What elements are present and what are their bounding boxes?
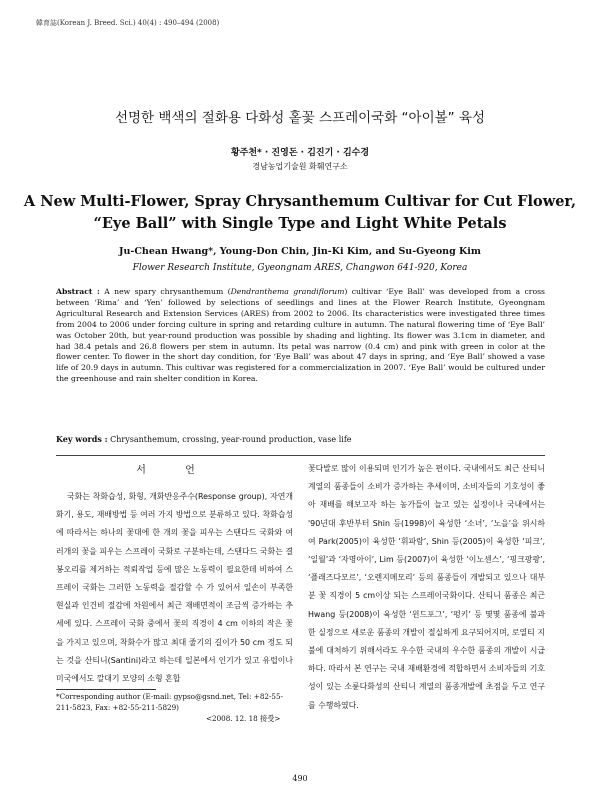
abstract-label: Abstract : [56, 287, 100, 296]
abstract-species-name: Dendranthema grandiflorum [230, 287, 345, 296]
section-heading-introduction: 서 언 [136, 465, 213, 476]
keywords [56, 434, 545, 444]
affiliation-english: Flower Research Institute, Gyeongnam ARES, Changwon 641-920, Korea [132, 263, 468, 273]
authors-english: Ju-Chean Hwang*, Young-Don Chin, Jin-Ki Kim, and Su-Gyeong Kim [119, 246, 481, 257]
body-paragraph-left: 국화는 착화습성, 화형, 개화반응주수(Response group), 자연개화기, 용도, 재배방법 등 여러 가지 방법으로 분류하고 있다. 착화습성에 따라서는 하나의 꽃대에 한 개의 꽃을 피우는 스탠다드 국화와 여러개의 꽃을 피우는 스프레이 국화로 구분하는데, 스탠다드 국화는 결봉오리를 제거하는 적뢰작업 등에 많은 노동력이 필요한데 비하여 스프레이 국화는 그러한 노동력을 절감할 수 가 있어서 일손이 부족한 현실과 인건비 절감에 차원에서 최근 재배면적이 조금씩 증가하는 추세에 있다. 스프레이 국화 중에서 꽃의 직경이 4 cm 이하의 작은 꽃을 가지고 있으며, 착화수가 많고 최대 줄기의 길이가 50 cm 정도 되는 것을 산티니(Santini)라고 하는데 일본에서 인기가 있고 유럽이나 미국에서도 깔대기 모양의 소형 혼합 [56, 492, 293, 684]
page-number: 490 [292, 774, 308, 783]
body-column-right [308, 460, 545, 715]
keywords-label: Key words : [56, 434, 108, 444]
title-english [0, 191, 600, 235]
affiliation-korean: 경남농업기술원 화훼연구소 [252, 162, 348, 171]
body-column-left [56, 460, 293, 688]
title-english-line-1: A New Multi-Flower, Spray Chrysanthemum Cultivar for Cut Flower, [23, 193, 577, 210]
received-date: <2008. 12. 18 接受> [206, 714, 281, 723]
abstract-text-part-2: ) cultivar ‘Eye Ball’ was developed from a cross between ‘Rima’ and ‘Yen’ followed by selections of seedlings and lines at the Flower Rearch Institute, Gyeongnam Agricultural Research and Extension Services (ARES) from 2002 to 2006. Its characteristics were investigated three times from 2004 to 2006 under forcing culture in spring and retarding culture in autumn. The natural flowering time of ‘Eye Ball’ was October 20th, but year-round production was possible by shading and lighting. Its flower was 3.1cm in diameter, and had 38.4 petals and 26.8 flowers per stem in autumn. Its petal was narrow (0.4 cm) and pink with green in color at the flower center. To flower in the short day condition, for ‘Eye Ball’ was about 47 days in spring, and ‘Eye Ball’ showed a vase life of 20.9 days in autumn. This cultivar was registered for a commercialization in 2007. ‘Eye Ball’ would be cultured under the greenhouse and rain shelter condition in Korea. [56, 287, 545, 384]
journal-header: 韓育誌(Korean J. Breed. Sci.) 40(4) : 490–494 (2008) [36, 19, 220, 27]
keywords-text: Chrysanthemum, crossing, year-round production, vase life [110, 435, 352, 444]
section-divider [56, 455, 545, 456]
abstract-text-part-1: A new spary chrysanthemum ( [104, 287, 231, 296]
title-english-line-2: “Eye Ball” with Single Type and Light White Petals [93, 215, 507, 232]
body-paragraph-right: 꽃다발로 많이 이용되며 인기가 높은 편이다. 국내에서도 최근 산티니 계열의 품종들이 소비가 증가하는 추세이며, 소비자들의 기호성이 좋아 재배를 해보고자 하는 농가들이 늘고 있는 실정이나 국내에서는 '90년대 후반부터 Shin 등(1998)이 육성한 ‘소녀’, ‘노을’을 위시하여 Park(2005)이 육성한 ‘휘파람’, Shin 등(2005)이 육성한 ‘피크’, ‘일월’과 ‘자명아이’, Lim 등(2007)이 육성한 ‘이노센스’, ‘핑크팡팡’, ‘플래즈다모르’, ‘오렌지메모리’ 등의 품종들이 개발되고 있으나 대부분 꽃 직경이 5 cm이상 되는 스프레이국화이다. 산티니 품종은 최근 Hwang 등(2008)이 육성한 ‘윈드포그’, ‘펑키’ 등 몇몇 품종에 불과한 실정으로 새로운 품종의 개발이 절실하게 요구되어지며, 로열티 지불에 대처하기 위해서라도 우수한 국내의 우수한 품종의 개발이 시급하다. 따라서 본 연구는 국내 재배환경에 적합하면서 소비자들의 기호성이 있는 소륜다화성의 산티니 계열의 품종개발에 초점을 두고 연구를 수행하였다. [308, 464, 545, 710]
footnote-divider [56, 689, 156, 690]
corresponding-author-footnote: *Corresponding author (E-mail: gypso@gsnd.net, Tel: +82-55-211-5823, Fax: +82-55-211-5829) [56, 692, 283, 712]
abstract [56, 287, 545, 385]
authors-korean: 황주천* · 진영돈 · 김진기 · 김수경 [230, 148, 370, 158]
title-korean: 선명한 백색의 절화용 다화성 홑꽃 스프레이국화 “아이볼” 육성 [114, 110, 486, 126]
